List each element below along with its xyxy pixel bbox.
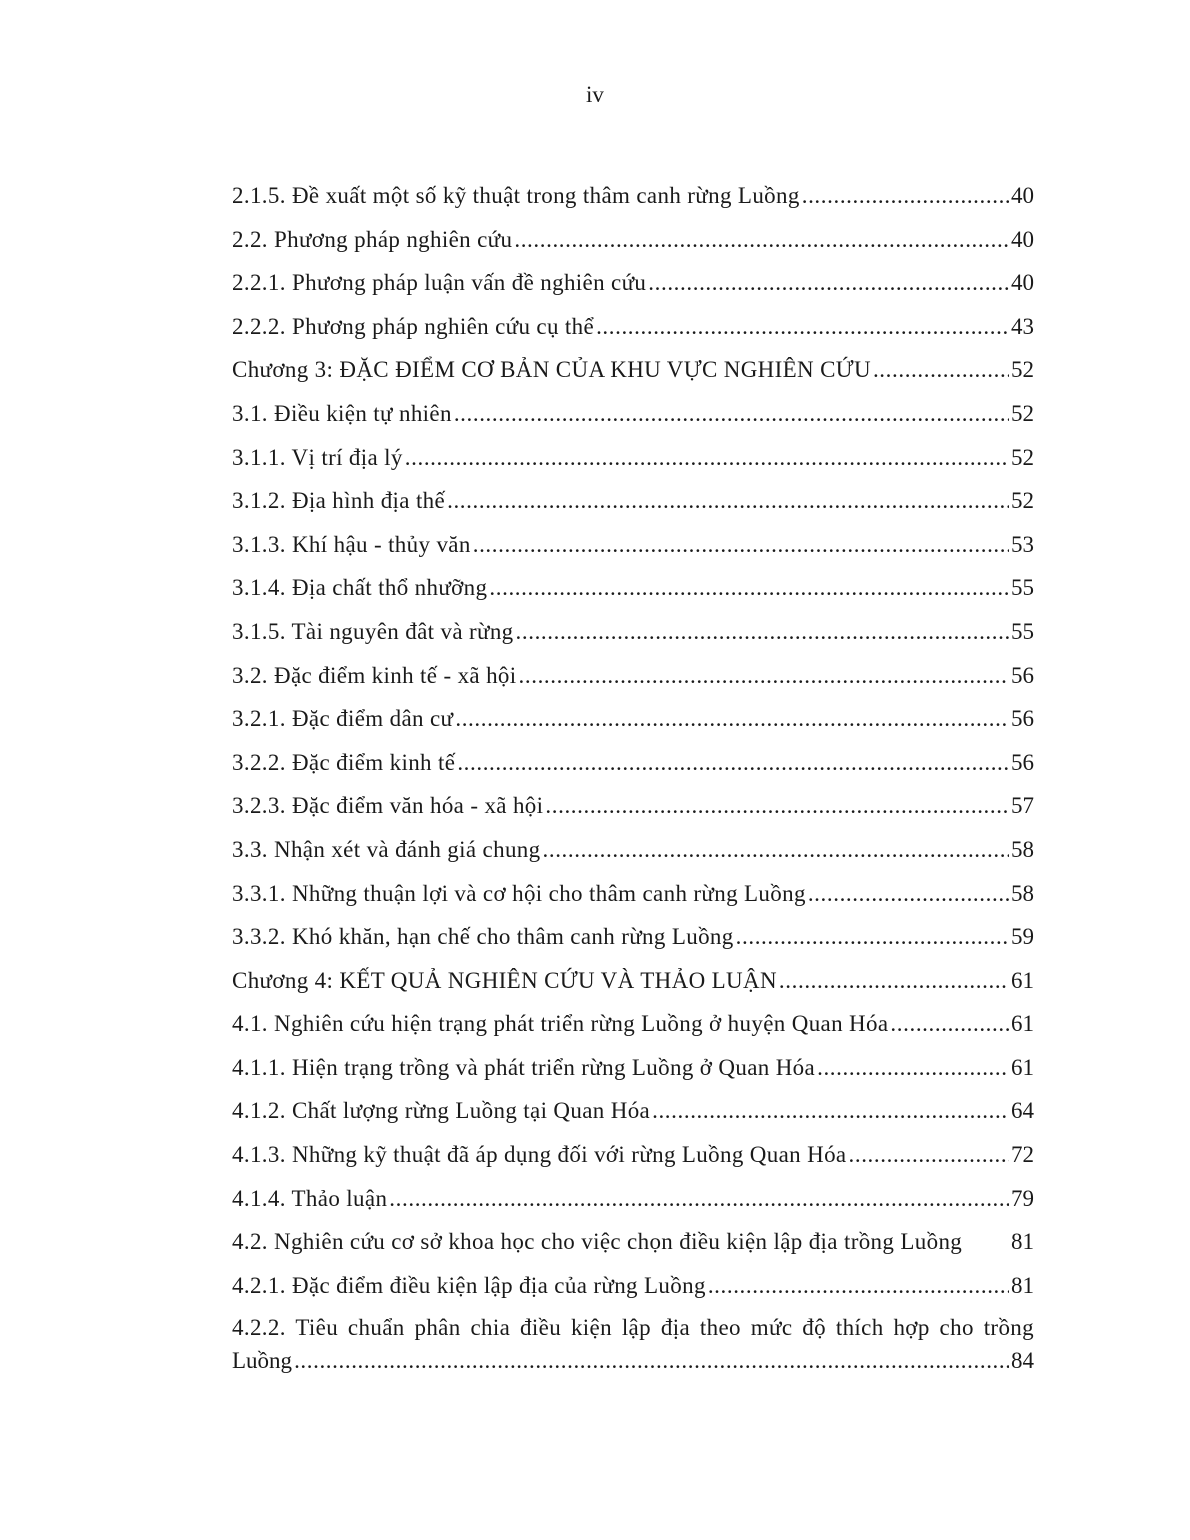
dot-leader — [596, 305, 1009, 349]
toc-entry[interactable] — [232, 610, 1034, 654]
toc-entry-page: 79 — [1011, 1185, 1034, 1211]
toc-entry-title: Chương 3: ĐẶC ĐIỂM CƠ BẢN CỦA KHU VỰC NGHIÊN CỨU — [232, 357, 871, 383]
toc-entry[interactable] — [232, 1220, 1034, 1264]
toc-entry-title: 3.2.3. Đặc điểm văn hóa - xã hội — [232, 793, 544, 819]
toc-entry-title: 3.3.1. Những thuận lợi và cơ hội cho thâm canh rừng Luồng — [232, 880, 806, 906]
toc-entry[interactable] — [232, 436, 1034, 480]
toc-entry-title: Chương 4: KẾT QUẢ NGHIÊN CỨU VÀ THẢO LUẬN — [232, 967, 777, 993]
dot-leader — [447, 479, 1009, 523]
dot-leader — [545, 784, 1009, 828]
toc-entry-title: 3.2. Đặc điểm kinh tế - xã hội — [232, 662, 517, 688]
toc-entry[interactable] — [232, 828, 1034, 872]
toc-entry-page: 56 — [1011, 749, 1034, 775]
toc-entry[interactable] — [232, 218, 1034, 262]
dot-leader — [514, 218, 1009, 262]
table-of-contents — [232, 174, 1034, 1377]
dot-leader — [708, 1264, 1009, 1308]
dot-leader — [543, 828, 1010, 872]
toc-entry-page: 40 — [1011, 226, 1034, 252]
dot-leader — [648, 261, 1009, 305]
dot-leader — [454, 392, 1009, 436]
toc-entry-title: 3.1.3. Khí hậu - thủy văn — [232, 531, 471, 557]
toc-entry-title: 4.1.3. Những kỹ thuật đã áp dụng đối với rừng Luồng Quan Hóa — [232, 1142, 847, 1168]
toc-entry-page: 56 — [1011, 662, 1034, 688]
dot-leader — [519, 654, 1009, 698]
toc-entry-title: 3.1. Điều kiện tự nhiên — [232, 400, 452, 426]
toc-entry-page: 40 — [1011, 183, 1034, 208]
toc-entry-title: 4.2.1. Đặc điểm điều kiện lập địa của rừng Luồng — [232, 1272, 706, 1298]
toc-entry-page: 52 — [1011, 357, 1034, 383]
toc-entry-page: 52 — [1011, 400, 1034, 426]
dot-leader — [779, 959, 1009, 1003]
toc-entry-page: 43 — [1011, 313, 1034, 339]
toc-entry-chapter[interactable] — [232, 959, 1034, 1003]
dot-leader — [849, 1133, 1010, 1177]
toc-entry[interactable] — [232, 566, 1034, 610]
toc-entry-title: 3.1.1. Vị trí địa lý — [232, 444, 403, 470]
toc-entry-page: 64 — [1011, 1098, 1034, 1124]
toc-entry-title: 2.2.1. Phương pháp luận vấn đề nghiên cứu — [232, 270, 647, 296]
toc-entry-page: 61 — [1011, 967, 1034, 993]
toc-entry-title: 2.1.5. Đề xuất một số kỹ thuật trong thâm canh rừng Luồng — [232, 183, 800, 208]
toc-entry[interactable] — [232, 1046, 1034, 1090]
toc-entry-page: 53 — [1011, 531, 1034, 557]
dot-leader — [890, 1002, 1009, 1046]
page-number: iv — [586, 82, 604, 107]
dot-leader — [808, 872, 1009, 916]
dot-leader — [652, 1089, 1009, 1133]
toc-entry-title: 3.2.2. Đặc điểm kinh tế — [232, 749, 456, 775]
toc-entry-page: 55 — [1011, 618, 1034, 644]
toc-entry-title: 3.3.2. Khó khăn, hạn chế cho thâm canh rừng Luồng — [232, 924, 734, 950]
toc-entry-page: 55 — [1011, 575, 1034, 601]
toc-entry[interactable] — [232, 784, 1034, 828]
toc-entry[interactable] — [232, 174, 1034, 218]
toc-entry[interactable] — [232, 1177, 1034, 1221]
toc-entry-page: 52 — [1011, 444, 1034, 470]
toc-entry-page: 56 — [1011, 706, 1034, 732]
toc-entry-title: 3.1.4. Địa chất thổ nhưỡng — [232, 575, 488, 601]
toc-entry-title: 2.2.2. Phương pháp nghiên cứu cụ thể — [232, 313, 595, 339]
toc-entry-title-line2: Luồng — [232, 1348, 293, 1374]
toc-entry-page: 58 — [1011, 880, 1034, 906]
toc-entry-page: 57 — [1011, 793, 1034, 819]
toc-entry-title: 4.1.2. Chất lượng rừng Luồng tại Quan Hóa — [232, 1098, 651, 1124]
dot-leader — [802, 174, 1009, 218]
toc-entry-wrapped[interactable] — [232, 1307, 1034, 1377]
dot-leader — [455, 697, 1009, 741]
toc-entry[interactable] — [232, 654, 1034, 698]
toc-entry[interactable] — [232, 1133, 1034, 1177]
toc-entry-title-line2-row — [232, 1344, 1034, 1377]
toc-entry-title: 2.2. Phương pháp nghiên cứu — [232, 226, 513, 252]
toc-entry[interactable] — [232, 741, 1034, 785]
toc-entry-title-line1: 4.2.2. Tiêu chuẩn phân chia điều kiện lập địa theo mức độ thích hợp cho trồng — [232, 1315, 1034, 1341]
toc-entry-title: 4.1.1. Hiện trạng trồng và phát triển rừng Luồng ở Quan Hóa — [232, 1054, 816, 1080]
toc-entry[interactable] — [232, 915, 1034, 959]
toc-entry[interactable] — [232, 872, 1034, 916]
toc-entry[interactable] — [232, 1002, 1034, 1046]
dot-leader — [389, 1177, 1009, 1221]
toc-entry[interactable] — [232, 1089, 1034, 1133]
toc-entry-page: 84 — [1011, 1348, 1034, 1374]
dot-leader — [457, 741, 1009, 785]
toc-entry-title: 3.3. Nhận xét và đánh giá chung — [232, 836, 541, 862]
toc-entry-page: 58 — [1011, 836, 1034, 862]
toc-entry[interactable] — [232, 697, 1034, 741]
toc-entry-page: 61 — [1011, 1054, 1034, 1080]
dot-leader — [405, 436, 1009, 480]
toc-entry-chapter[interactable] — [232, 348, 1034, 392]
toc-entry-title: 4.1. Nghiên cứu hiện trạng phát triển rừng Luồng ở huyện Quan Hóa — [232, 1011, 889, 1037]
toc-entry-title: 3.1.2. Địa hình địa thế — [232, 488, 446, 514]
toc-entry[interactable] — [232, 261, 1034, 305]
toc-entry-title: 3.1.5. Tài nguyên đât và rừng — [232, 618, 514, 644]
dot-leader — [736, 915, 1009, 959]
toc-entry-page: 81 — [1011, 1229, 1034, 1255]
dot-leader — [489, 566, 1009, 610]
toc-entry-title: 4.2. Nghiên cứu cơ sở khoa học cho việc chọn điều kiện lập địa trồng Luồng — [232, 1229, 963, 1255]
toc-entry-title: 4.1.4. Thảo luận — [232, 1185, 388, 1211]
dot-leader — [473, 523, 1009, 567]
toc-entry-page: 72 — [1011, 1142, 1034, 1168]
toc-entry-page: 59 — [1011, 924, 1034, 950]
toc-entry[interactable] — [232, 479, 1034, 523]
toc-entry-page: 40 — [1011, 270, 1034, 296]
toc-entry[interactable] — [232, 305, 1034, 349]
toc-entry-title: 3.2.1. Đặc điểm dân cư — [232, 706, 454, 732]
dot-leader — [873, 348, 1009, 392]
toc-entry[interactable] — [232, 523, 1034, 567]
toc-entry-page: 61 — [1011, 1011, 1034, 1037]
toc-entry-page: 52 — [1011, 488, 1034, 514]
toc-entry-page: 81 — [1011, 1272, 1034, 1298]
toc-entry[interactable] — [232, 392, 1034, 436]
toc-entry[interactable] — [232, 1264, 1034, 1308]
dot-leader — [294, 1344, 1009, 1377]
dot-leader — [817, 1046, 1009, 1090]
dot-leader — [516, 610, 1009, 654]
